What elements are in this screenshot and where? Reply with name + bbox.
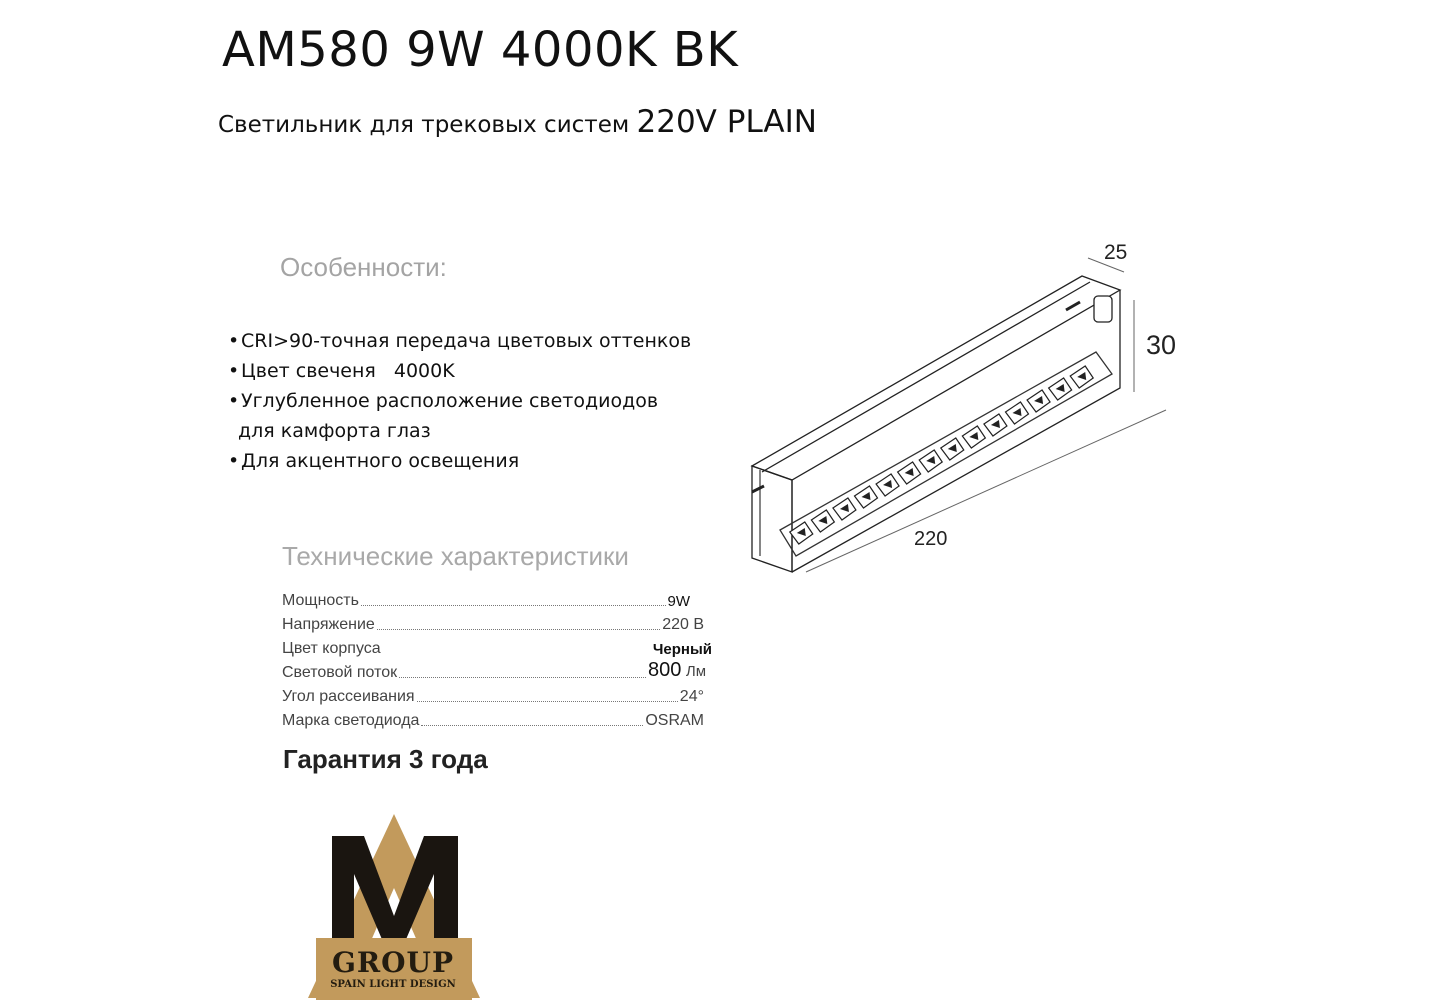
spec-value: OSRAM xyxy=(645,712,704,729)
rail-line xyxy=(762,282,1090,472)
bullet-icon: • xyxy=(228,390,240,412)
spec-value: 220 В xyxy=(662,616,704,633)
features-heading: Особенности: xyxy=(280,252,447,282)
feature-text: CRI>90-точная передача цветовых оттенков xyxy=(241,330,692,352)
spec-row-body-color xyxy=(282,634,712,658)
spec-value-number: 800 xyxy=(648,659,682,681)
spec-leader-dots xyxy=(399,677,646,678)
spec-value: 9W xyxy=(667,593,690,610)
warranty-text: Гарантия 3 года xyxy=(283,744,488,774)
feature-item xyxy=(228,356,691,386)
feature-text: Для акцентного освещения xyxy=(241,450,520,472)
spec-row-voltage xyxy=(282,610,712,634)
spec-label: Световой поток xyxy=(282,664,398,681)
spec-leader-dots xyxy=(377,629,660,630)
spec-leader-dots xyxy=(361,605,666,606)
spec-leader-dots xyxy=(383,653,651,654)
product-title: AM580 9W 4000K BK xyxy=(222,22,739,78)
spec-value: 24° xyxy=(679,688,704,705)
bullet-icon: • xyxy=(228,360,240,382)
connector-clip xyxy=(1066,302,1080,310)
bullet-icon: • xyxy=(228,330,240,352)
feature-continuation: для камфорта глаз xyxy=(238,420,431,442)
feature-text: Углубленное расположение светодиодов xyxy=(241,390,659,412)
spec-label: Цвет корпуса xyxy=(282,640,381,657)
feature-value: 4000K xyxy=(393,360,455,382)
dimension-depth: 25 xyxy=(1104,241,1128,264)
logo-tagline: SPAIN LIGHT DESIGN xyxy=(330,979,456,990)
subtitle-main: Светильник для трековых систем xyxy=(218,112,637,138)
spec-value: Черный xyxy=(652,641,712,658)
subtitle-tail: 220V PLAIN xyxy=(636,104,817,140)
spec-value xyxy=(648,659,706,682)
spec-value-unit: Лм xyxy=(685,663,706,680)
spec-label: Марка светодиода xyxy=(282,712,420,729)
spec-leader-dots xyxy=(417,701,678,702)
spec-label: Мощность xyxy=(282,592,359,609)
dimension-length: 220 xyxy=(914,528,948,550)
connector-slot xyxy=(1094,296,1112,322)
end-face xyxy=(752,466,792,572)
connector-clip xyxy=(752,486,764,492)
feature-text: Цвет свеченя xyxy=(241,360,376,382)
feature-item xyxy=(228,386,691,446)
spec-label: Напряжение xyxy=(282,616,375,633)
logo-name: GROUP xyxy=(331,946,455,979)
bullet-icon: • xyxy=(228,450,240,472)
spec-row-beam-angle xyxy=(282,682,712,706)
spec-row-led-brand xyxy=(282,706,712,730)
feature-item xyxy=(228,446,691,476)
spec-label: Угол рассеивания xyxy=(282,688,415,705)
dimension-height: 30 xyxy=(1146,330,1177,360)
dim-line-length xyxy=(806,410,1166,572)
feature-item xyxy=(228,326,691,356)
features-list xyxy=(228,326,691,476)
spec-row-luminous-flux xyxy=(282,658,712,682)
product-subtitle xyxy=(218,104,817,140)
luminaire-drawing xyxy=(740,230,1200,590)
spec-row-power xyxy=(282,586,712,610)
top-face xyxy=(752,276,1120,480)
specs-heading: Технические характеристики xyxy=(282,541,629,571)
spec-leader-dots xyxy=(421,725,643,726)
